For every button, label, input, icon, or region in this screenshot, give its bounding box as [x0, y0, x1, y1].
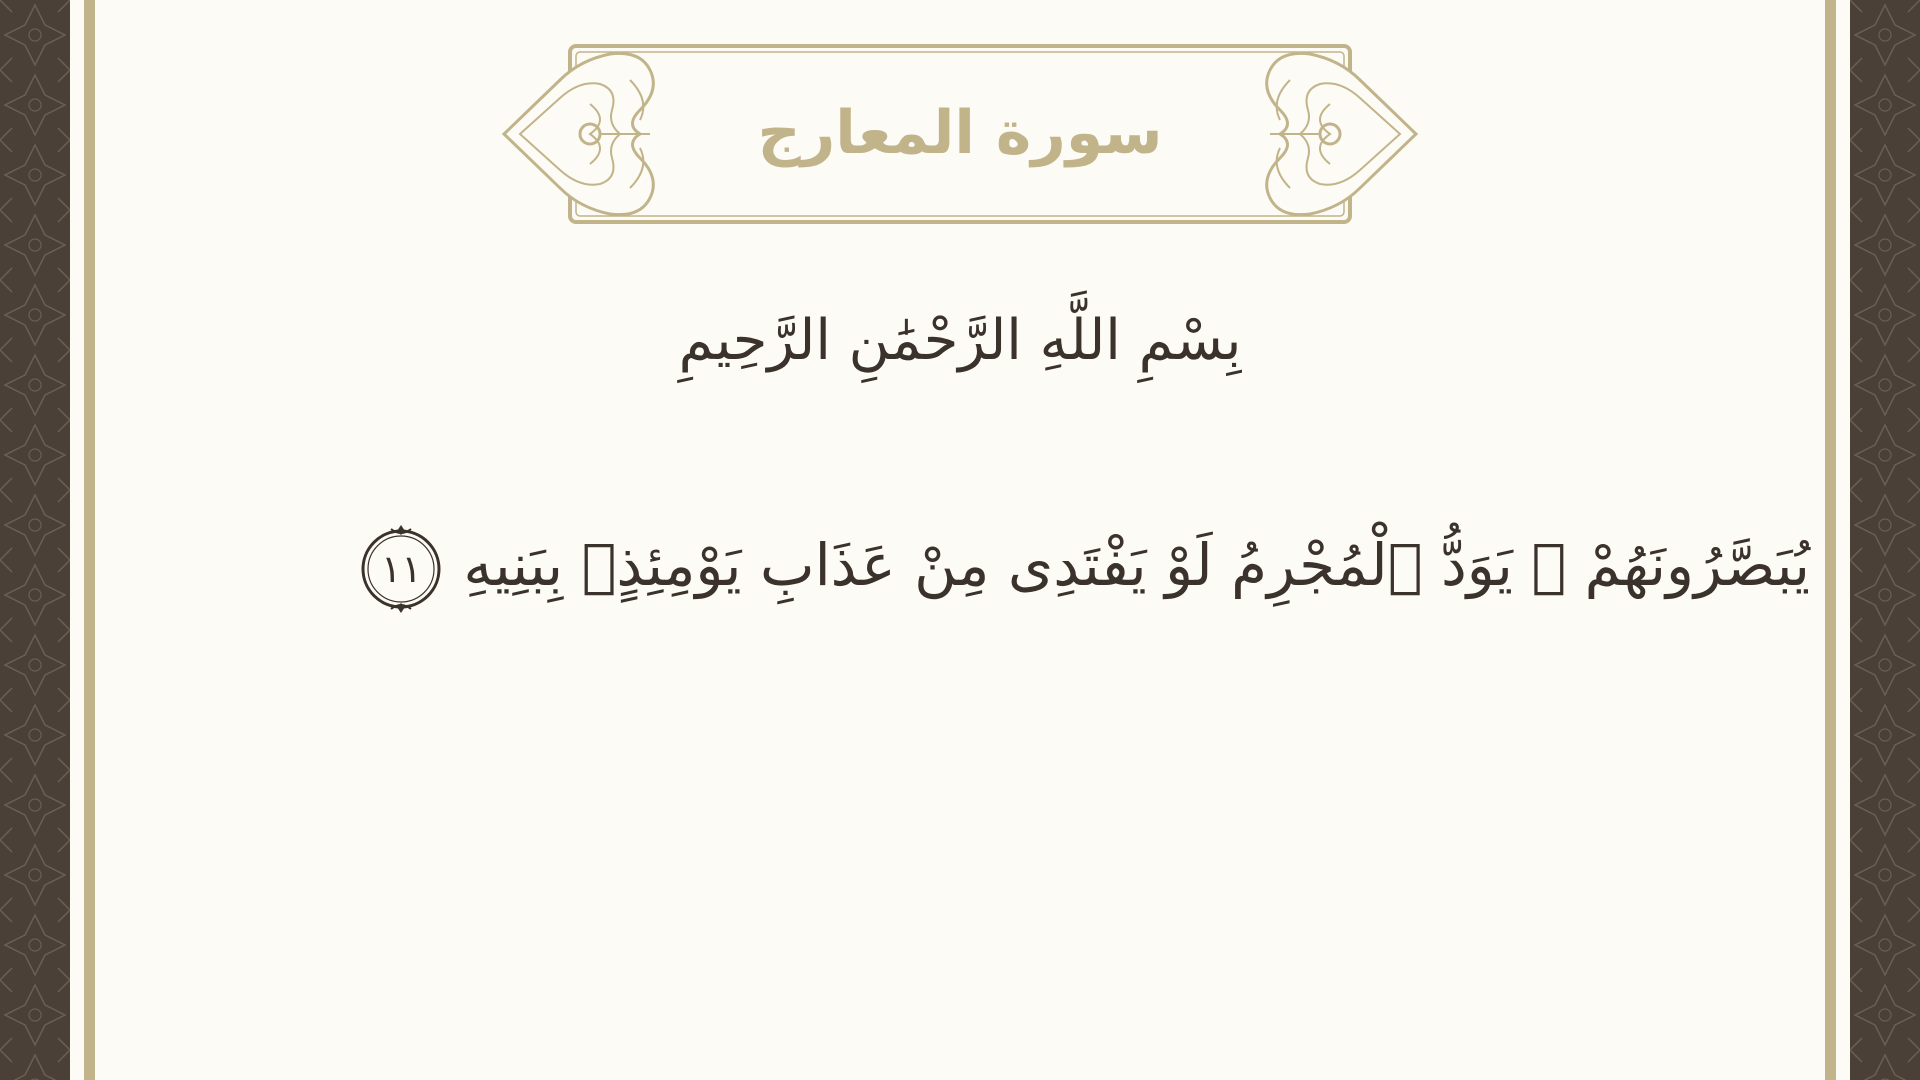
basmala: بِسْمِ اللَّهِ الرَّحْمَٰنِ الرَّحِيمِ [678, 308, 1242, 373]
ayah-text: يُبَصَّرُونَهُمْ ۚ يَوَدُّ ٱلْمُجْرِمُ لَوْ يَفْتَدِى مِنْ عَذَابِ يَوْمِئِذٍۭ بِبَنِيهِ [463, 531, 1810, 599]
ayah-number: ١١ [381, 546, 422, 591]
right-geometric-border [1850, 0, 1920, 1080]
left-gold-rule [84, 0, 95, 1080]
right-gold-rule [1825, 0, 1836, 1080]
ayah-end-marker [357, 525, 445, 613]
surah-header [500, 40, 1420, 228]
surah-title: سورة المعارج [757, 98, 1163, 168]
ayah-verse [300, 510, 1810, 620]
left-geometric-border [0, 0, 70, 1080]
